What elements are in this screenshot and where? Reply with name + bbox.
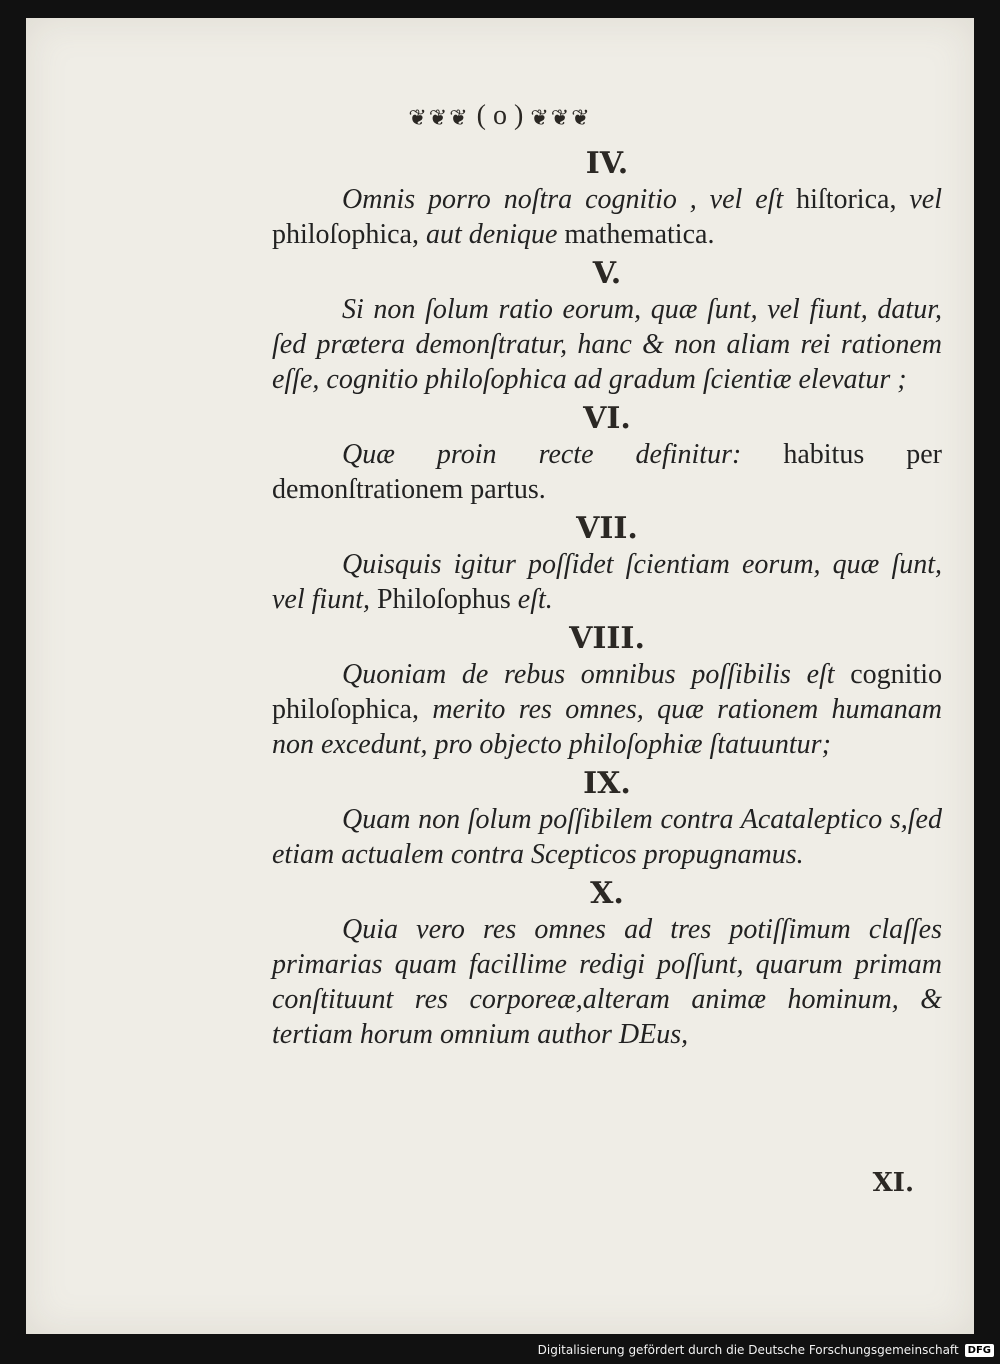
page-mark: ( o ): [476, 100, 524, 131]
text-segment: hiſtorica,: [796, 184, 910, 215]
section-number: VIII.: [569, 621, 645, 656]
text-segment: cognitio philoſophica,: [272, 659, 942, 725]
book-page: [26, 18, 974, 1334]
dfg-logo-icon: DFG: [965, 1344, 994, 1357]
text-segment: aut denique: [425, 219, 565, 250]
catchword: XI.: [872, 1168, 914, 1198]
text-segment: Philoſophus: [376, 584, 518, 615]
page-header: [26, 100, 974, 132]
text-segment: Quia vero res omnes ad tres potiſſimum claſſes primarias quam facillime redigi poſſunt, quarum primam conſtituunt res corporeæ,alteram animæ hominum, & tertiam horum omnium author DEus,: [272, 914, 942, 1050]
text-segment: vel: [909, 184, 942, 215]
section-paragraph: [272, 437, 942, 507]
text-segment: habitus per demonſtrationem partus.: [272, 439, 943, 505]
text-segment: philoſophica,: [272, 219, 426, 250]
section-number: IV.: [585, 146, 629, 181]
text-segment: Si non ſolum ratio eorum, quæ ſunt, vel fiunt, datur, ſed prætera demonſtratur, hanc & non aliam rei rationem eſſe, cognitio philoſophica ad gradum ſcientiæ elevatur ;: [272, 294, 942, 395]
section-paragraph: [272, 657, 942, 762]
text-segment: Quoniam de rebus omnibus poſſibilis eſt: [342, 659, 851, 690]
section-number: X.: [590, 876, 624, 911]
footer: [538, 1338, 994, 1362]
text-segment: Quæ proin recte definitur:: [342, 439, 784, 470]
section-paragraph: [272, 547, 942, 617]
section-paragraph: [272, 182, 942, 252]
section-paragraph: [272, 912, 942, 1052]
text-segment: eſt.: [517, 584, 553, 615]
section-number: VII.: [576, 511, 638, 546]
section-number: IX.: [583, 766, 631, 801]
text-segment: Omnis porro noſtra cognitio , vel eſt: [342, 184, 797, 215]
section-paragraph: [272, 802, 942, 872]
text-segment: Quam non ſolum poſſibilem contra Acataleptico s,ſed etiam actualem contra Scepticos propugnamus.: [272, 804, 942, 870]
text-segment: Quisquis igitur poſſidet ſcientiam eorum, quæ ſunt, vel fiunt,: [272, 549, 942, 615]
footer-text: Digitalisierung gefördert durch die Deutsche Forschungsgemeinschaft: [537, 1343, 959, 1357]
text-segment: merito res omnes, quæ rationem humanam non excedunt, pro objecto philoſophiæ ſtatuuntur;: [272, 694, 942, 760]
ornament-left-icon: ❦❦❦: [408, 104, 470, 130]
section-number: V.: [592, 256, 622, 291]
ornament-right-icon: ❦❦❦: [530, 104, 592, 130]
text-body: [272, 142, 942, 1052]
section-number: VI.: [583, 401, 631, 436]
section-paragraph: [272, 292, 942, 397]
text-segment: mathematica.: [564, 219, 715, 250]
